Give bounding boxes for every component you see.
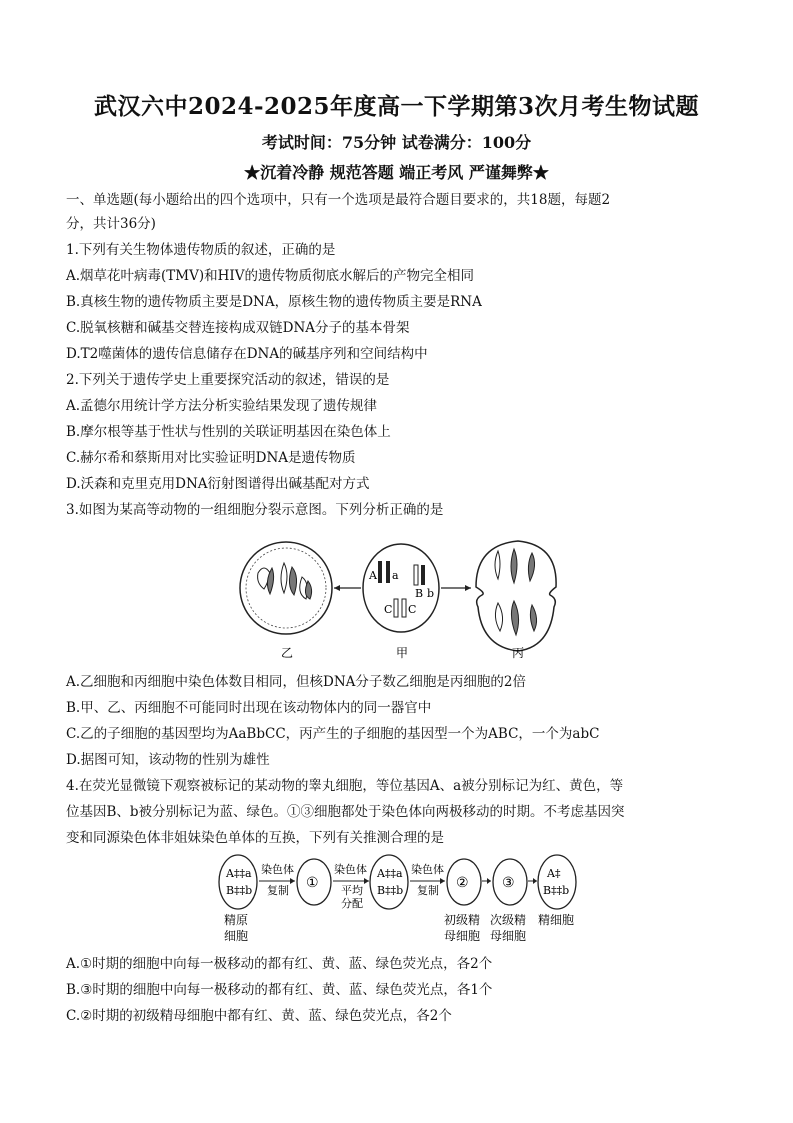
gene-label-a: a: [392, 569, 399, 582]
cell-yi: [240, 542, 332, 634]
label-primary-2: 母细胞: [444, 929, 481, 943]
cell-bing: [476, 541, 556, 651]
arrow3-label-bottom: 复制: [417, 884, 439, 897]
q4-stem-line1: 4.在荧光显微镜下观察被标记的某动物的睾丸细胞，等位基因A、a被分别标记为红、黄色，等: [66, 778, 624, 794]
q1-option-d: D.T2噬菌体的遗传信息储存在DNA的碱基序列和空间结构中: [66, 346, 428, 362]
gene-label-b: b: [427, 587, 435, 600]
q4-stem-line3: 变和同源染色体非姐妹染色单体的互换，下列有关推测合理的是: [66, 830, 444, 846]
spermatogenesis-flow: [216, 852, 581, 952]
label-jia: 甲: [396, 646, 409, 660]
arrow3-label-top: 染色体: [411, 863, 444, 876]
q1-option-a: A.烟草花叶病毒(TMV)和HIV的遗传物质彻底水解后的产物完全相同: [66, 268, 475, 284]
q3-stem: 3.如图为某高等动物的一组细胞分裂示意图。下列分析正确的是: [66, 502, 444, 518]
cell-division-figure: [236, 533, 561, 663]
cell2-genes-bottom: B‡‡b: [377, 884, 404, 897]
stage-3: ③: [502, 875, 515, 891]
exam-info: 考试时间：75分钟 试卷满分：100分: [261, 133, 532, 152]
q2-option-c: C.赫尔希和蔡斯用对比实验证明DNA是遗传物质: [66, 450, 356, 466]
label-primary-1: 初级精: [444, 913, 481, 927]
q1-option-b: B.真核生物的遗传物质主要是DNA，原核生物的遗传物质主要是RNA: [66, 294, 482, 310]
label-sperm-cell: 精细胞: [538, 913, 575, 927]
q2-stem: 2.下列关于遗传学史上重要探究活动的叙述，错误的是: [66, 372, 390, 388]
gene-label-C2: C: [408, 603, 417, 616]
label-secondary-2: 母细胞: [490, 929, 527, 943]
cell2-genes-top: A‡‡a: [377, 867, 403, 880]
exam-motto: ★沉着冷静 规范答题 端正考风 严谨舞弊★: [244, 163, 549, 182]
label-bing: 丙: [512, 646, 525, 660]
q4-option-c: C.②时期的初级精母细胞中都有红、黄、蓝、绿色荧光点，各2个: [66, 1008, 452, 1024]
cell3-genes-bottom: B‡‡b: [543, 884, 570, 897]
q1-option-c: C.脱氧核糖和碱基交替连接构成双链DNA分子的基本骨架: [66, 320, 410, 336]
gene-label-B: B: [415, 587, 424, 600]
cell-jia: [363, 544, 439, 632]
label-spermatogonium-1: 精原: [224, 913, 249, 927]
q4-stem-line2: 位基因B、b被分别标记为蓝、绿色。①③细胞都处于染色体向两极移动的时期。不考虑基因突: [66, 804, 625, 820]
q3-option-d: D.据图可知，该动物的性别为雄性: [66, 752, 270, 768]
arrow1-label-top: 染色体: [261, 863, 294, 876]
gene-label-C1: C: [384, 603, 393, 616]
q3-option-b: B.甲、乙、丙细胞不可能同时出现在该动物体内的同一器官中: [66, 700, 432, 716]
q2-option-d: D.沃森和克里克用DNA衍射图谱得出碱基配对方式: [66, 476, 370, 492]
section-heading-cont: 分，共计36分): [66, 216, 156, 232]
label-secondary-1: 次级精: [490, 913, 527, 927]
cell3-genes-top: A‡: [547, 867, 561, 880]
q4-option-a: A.①时期的细胞中向每一极移动的都有红、黄、蓝、绿色荧光点，各2个: [66, 956, 493, 972]
label-spermatogonium-2: 细胞: [224, 929, 249, 943]
cell1-genes-bottom: B‡‡b: [226, 884, 253, 897]
gene-label-A: A: [369, 569, 377, 582]
label-yi: 乙: [281, 646, 294, 660]
arrow-to-bing: [441, 585, 471, 591]
q2-option-a: A.孟德尔用统计学方法分析实验结果发现了遗传规律: [66, 398, 378, 414]
q3-option-c: C.乙的子细胞的基因型均为AaBbCC，丙产生的子细胞的基因型一个为ABC，一个为abC: [66, 726, 600, 742]
arrow2-label-bottom: 分配: [341, 897, 363, 910]
arrow-to-yi: [334, 585, 361, 591]
arrow2-label-top: 染色体: [334, 863, 367, 876]
arrow2-label-mid: 平均: [341, 884, 363, 897]
q2-option-b: B.摩尔根等基于性状与性别的关联证明基因在染色体上: [66, 424, 391, 440]
q4-option-b: B.③时期的细胞中向每一极移动的都有红、黄、蓝、绿色荧光点，各1个: [66, 982, 493, 998]
cell1-genes-top: A‡‡a: [226, 867, 252, 880]
section-heading: 一、单选题(每小题给出的四个选项中，只有一个选项是最符合题目要求的，共18题，每题2: [66, 192, 611, 208]
arrow1-label-bottom: 复制: [267, 884, 289, 897]
page-title: 武汉六中2024-2025年度高一下学期第3次月考生物试题: [93, 93, 700, 120]
q3-option-a: A.乙细胞和丙细胞中染色体数目相同，但核DNA分子数乙细胞是丙细胞的2倍: [66, 674, 527, 690]
stage-2: ②: [456, 875, 469, 891]
q1-stem: 1.下列有关生物体遗传物质的叙述，正确的是: [66, 242, 336, 258]
stage-1: ①: [306, 875, 319, 891]
